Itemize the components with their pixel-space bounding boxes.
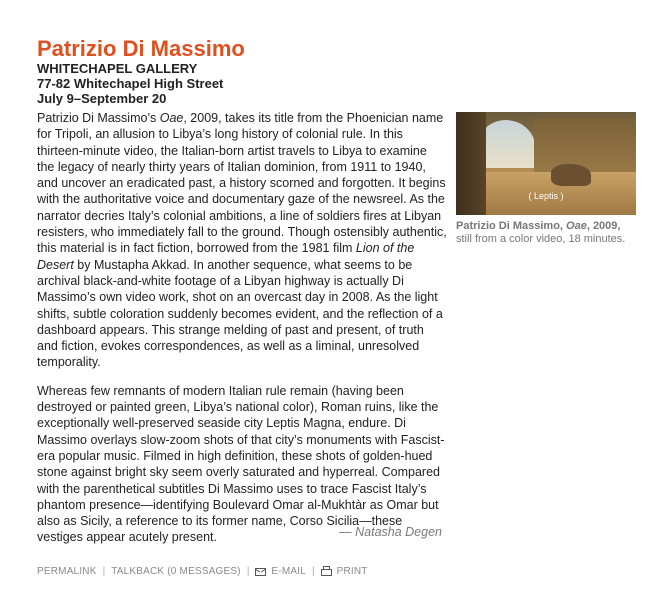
film-title: Lion of the Desert <box>37 241 415 272</box>
image-caption: Patrizio Di Massimo, Oae, 2009, still from a color video, 18 minutes. <box>456 220 626 245</box>
separator: | <box>311 566 315 577</box>
separator: | <box>102 566 106 577</box>
email-link[interactable] <box>255 566 306 577</box>
paragraph-2: Whereas few remnants of modern Italian rule remain (having been destroyed or painted green, Libya’s national color), Roman ruins, like the exceptionally well-preserved seaside city Leptis Magna, endure. Di Massimo overlays slow-zoom shots of that city’s monuments with Fascist-era popular music. Filmed in high definition, these shots of golden-hued stone against bright sky seem overly saturated and hyperreal. Compared with the parenthetical subtitles Di Massimo uses to trace Fascist Italy’s phantom presence—identifying Boulevard Omar al-Mukhtàr as Omar but also as Sicily, a reference to its former name, Corso Sicilia—these vestiges appear acutely present. <box>37 383 445 545</box>
exhibition-info <box>37 61 223 106</box>
author-byline: — Natasha Degen <box>339 525 442 539</box>
article-tools <box>37 566 368 577</box>
video-subtitle: ( Leptis ) <box>528 191 564 201</box>
article-title: Patrizio Di Massimo <box>37 36 245 61</box>
paragraph-1: Patrizio Di Massimo’s Oae, 2009, takes its title from the Phoenician name for Tripoli, an allusion to Libya’s long history of colonial rule. In this thirteen-minute video, the Italian-born artist travels to Libya to examine the legacy of nearly thirty years of Italian dominion, from 1911 to 1940, and uncover an eradicated past, a history scorned and forgotten. It begins with the authoritative voice and documentary gaze of the newsreel. As the narrator decries Italy’s colonial ambitions, a line of soldiers fires at Libyan resisters, who immediately fall to the ground. Though ostensibly authentic, this material is in fact fiction, borrowed from the 1981 film Lion of the Desert by Mustapha Akkad. In another sequence, what seems to be archival black-and-white footage of a Libyan highway is actually Di Massimo’s own video work, shot on an overcast day in 2008. As the light shifts, subtle coloration suddenly becomes evident, and the reflection of a dashboard appears. This strange melding of past and present, of truth and fiction, evokes correspondences, as well as a liminal, unresolved temporality. <box>37 111 447 370</box>
print-link[interactable] <box>321 566 368 577</box>
permalink-link[interactable]: PERMALINK <box>37 566 97 577</box>
work-title: Oae <box>159 111 184 125</box>
envelope-icon <box>255 568 266 576</box>
venue-name: WHITECHAPEL GALLERY <box>37 61 198 76</box>
printer-icon <box>321 569 332 576</box>
email-label: E-MAIL <box>271 566 306 577</box>
talkback-link[interactable]: TALKBACK (0 MESSAGES) <box>111 566 241 577</box>
venue-address: 77-82 Whitechapel High Street <box>37 76 224 91</box>
separator: | <box>246 566 250 577</box>
exhibition-dates: July 9–September 20 <box>37 91 167 106</box>
article-body <box>37 110 447 558</box>
figure <box>456 112 636 246</box>
print-label: PRINT <box>336 566 368 577</box>
video-still-image <box>456 112 636 215</box>
